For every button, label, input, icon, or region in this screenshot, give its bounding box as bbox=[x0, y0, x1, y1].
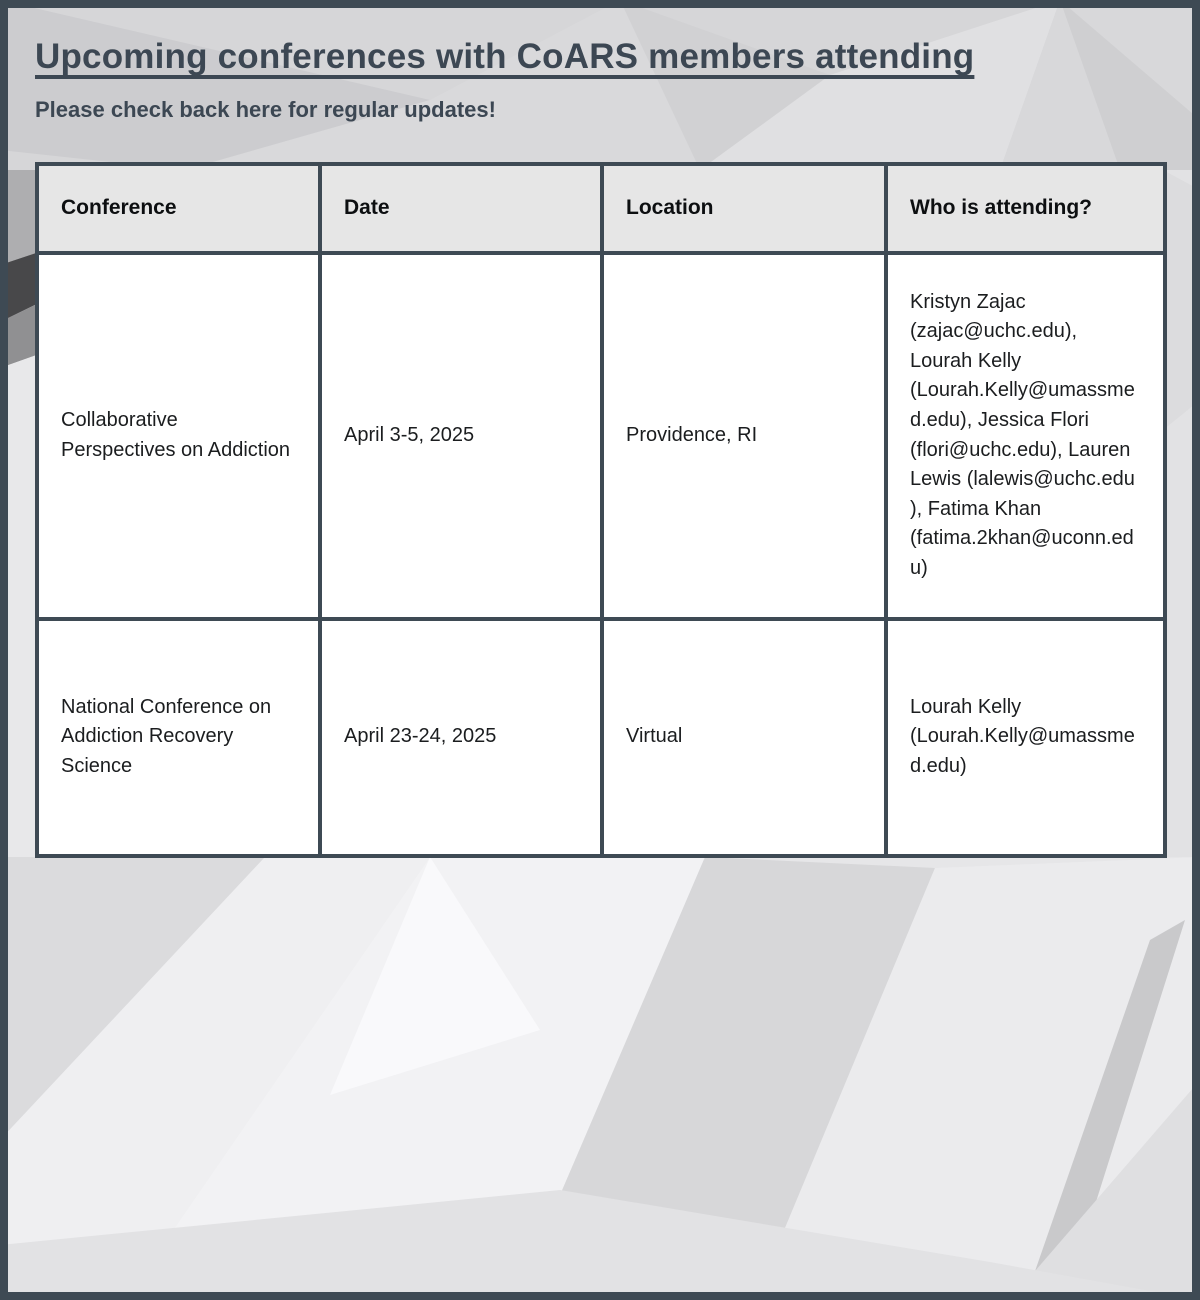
cell-location: Providence, RI bbox=[602, 253, 886, 619]
page-subtitle: Please check back here for regular updates! bbox=[35, 97, 496, 122]
cell-attendees: Kristyn Zajac (zajac@uchc.edu), Lourah Kelly (Lourah.Kelly@umassmed.edu), Jessica Flori (flori@uchc.edu), Lauren Lewis (lalewis@uchc.edu ), Fatima Khan (fatima.2khan@uconn.edu) bbox=[886, 253, 1165, 619]
conferences-table bbox=[35, 162, 1167, 858]
column-header-attendees: Who is attending? bbox=[886, 164, 1165, 253]
column-header-conference: Conference bbox=[37, 164, 320, 253]
table-row bbox=[37, 619, 1165, 856]
table-header-row bbox=[37, 164, 1165, 253]
cell-location: Virtual bbox=[602, 619, 886, 856]
table-row bbox=[37, 253, 1165, 619]
page-content bbox=[35, 0, 1165, 858]
cell-conference: National Conference on Addiction Recovery Science bbox=[37, 619, 320, 856]
cell-attendees: Lourah Kelly (Lourah.Kelly@umassmed.edu) bbox=[886, 619, 1165, 856]
column-header-date: Date bbox=[320, 164, 602, 253]
cell-date: April 3-5, 2025 bbox=[320, 253, 602, 619]
cell-date: April 23-24, 2025 bbox=[320, 619, 602, 856]
page-title: Upcoming conferences with CoARS members attending bbox=[35, 37, 975, 76]
cell-conference: Collaborative Perspectives on Addiction bbox=[37, 253, 320, 619]
column-header-location: Location bbox=[602, 164, 886, 253]
